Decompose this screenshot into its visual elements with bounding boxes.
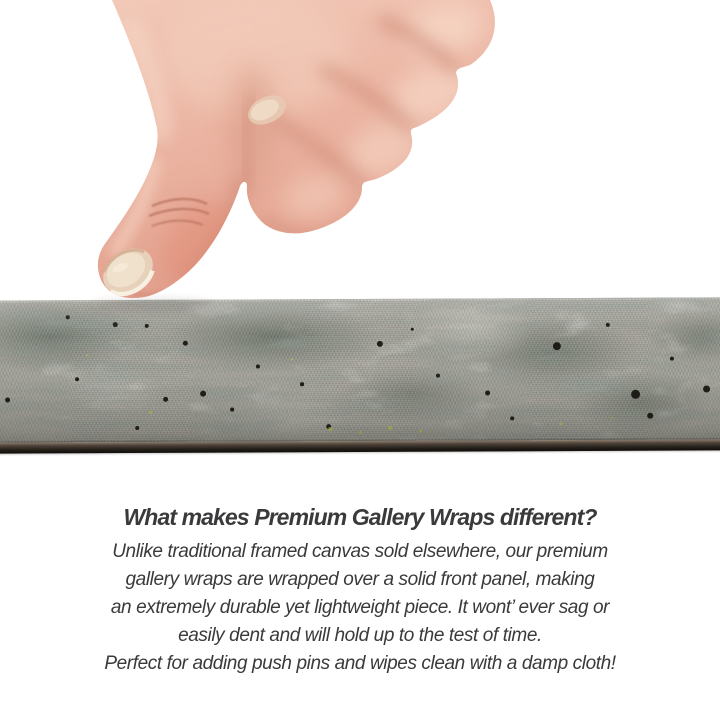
info-body-line: easily dent and will hold up to the test of time. xyxy=(178,625,542,646)
info-body-line: gallery wraps are wrapped over a solid front panel, making xyxy=(125,569,595,590)
info-body-line: an extremely durable yet lightweight piece. It wont’ ever sag or xyxy=(110,597,610,618)
info-body-line: Perfect for adding push pins and wipes clean with a damp cloth! xyxy=(104,653,616,674)
info-heading: What makes Premium Gallery Wraps different? xyxy=(123,504,597,530)
thumb-contact-shadow xyxy=(90,299,214,313)
info-body-line: Unlike traditional framed canvas sold elsewhere, our premium xyxy=(112,541,608,562)
